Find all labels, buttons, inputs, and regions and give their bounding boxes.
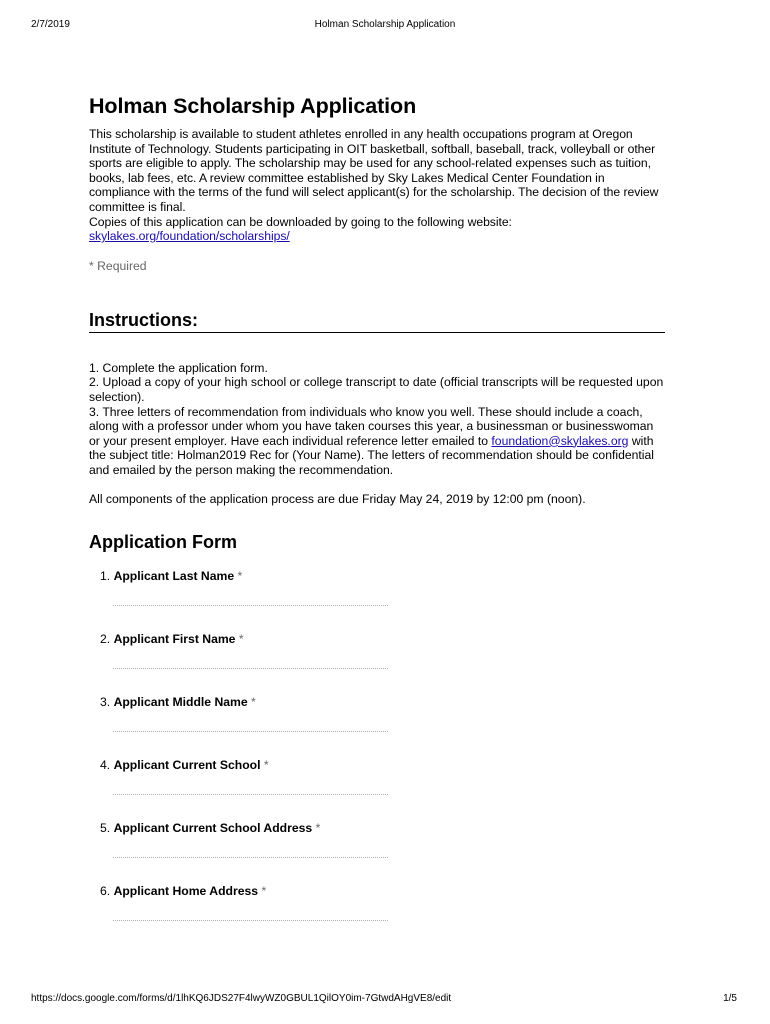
- middle-name-input[interactable]: [113, 731, 388, 732]
- instruction-1: 1. Complete the application form.: [89, 360, 268, 375]
- question-current-school: [89, 758, 665, 795]
- question-number: 2.: [100, 632, 111, 647]
- home-address-input[interactable]: [113, 920, 388, 921]
- form-title: Holman Scholarship Application: [89, 94, 417, 118]
- question-home-address: [89, 884, 665, 921]
- instruction-3-text-end: with the subject title: Holman2019 Rec for (Your Name). The letters of recommendation should be confidential and emailed by the person making the recommendation.: [89, 433, 654, 477]
- required-asterisk: *: [238, 632, 244, 647]
- question-school-address: [89, 821, 665, 858]
- first-name-input[interactable]: [113, 668, 388, 669]
- form-description: This scholarship is available to student athletes enrolled in any health occupations program at Oregon Institute of Technology. Students participating in OIT basketball, softball, baseball, track, volleyball or other sports are eligible to apply. The scholarship may be used for any school-related expenses such as tuition, books, lab fees, etc. A review committee established by Sky Lakes Medical Center Foundation in compliance with the terms of the fund will select applicant(s) for the scholarship. The decision of the review committee is final.: [89, 127, 659, 214]
- required-asterisk: *: [261, 884, 267, 899]
- instructions-heading: Instructions:: [89, 310, 665, 333]
- question-label: Applicant Last Name: [113, 569, 235, 584]
- application-form-heading: Application Form: [89, 532, 237, 553]
- question-middle-name: [89, 695, 665, 732]
- question-label: Applicant Current School Address: [113, 821, 313, 836]
- last-name-input[interactable]: [113, 605, 388, 606]
- due-date-text: All components of the application process are due Friday May 24, 2019 by 12:00 pm (noon).: [89, 491, 586, 506]
- form-content: [89, 94, 665, 921]
- required-asterisk: *: [315, 821, 321, 836]
- question-label: Applicant Home Address: [113, 884, 259, 899]
- application-form-section: [89, 532, 665, 921]
- scholarships-link[interactable]: skylakes.org/foundation/scholarships/: [89, 229, 290, 244]
- instruction-3: [89, 405, 665, 478]
- current-school-input[interactable]: [113, 794, 388, 795]
- instruction-3-text: 3. Three letters of recommendation from individuals who know you well. These should include a coach, along with a professor under whom you have taken courses this year, a businessman or businesswoman or your present employer. Have each individual reference letter emailed to: [89, 404, 654, 448]
- question-label: Applicant Current School: [113, 758, 261, 773]
- print-page-number: 1/5: [723, 993, 737, 1004]
- question-number: 5.: [100, 821, 111, 836]
- instruction-2: 2. Upload a copy of your high school or college transcript to date (official transcripts will be requested upon selection).: [89, 375, 664, 404]
- question-number: 1.: [100, 569, 111, 584]
- print-header-title: Holman Scholarship Application: [314, 19, 456, 30]
- school-address-input[interactable]: [113, 857, 388, 858]
- required-asterisk: *: [237, 569, 243, 584]
- question-label: Applicant Middle Name: [113, 695, 248, 710]
- required-note: * Required: [89, 258, 147, 273]
- instructions-section: [89, 310, 665, 506]
- question-last-name: [89, 569, 665, 606]
- question-list: [89, 569, 665, 921]
- print-date: 2/7/2019: [31, 19, 70, 30]
- question-number: 3.: [100, 695, 111, 710]
- question-number: 4.: [100, 758, 111, 773]
- foundation-email-link[interactable]: foundation@skylakes.org: [491, 433, 629, 448]
- print-footer-url: https://docs.google.com/forms/d/1lhKQ6JDS27F4lwyWZ0GBUL1QilOY0im-7GtwdAHgVE8/edit: [31, 993, 452, 1004]
- question-number: 6.: [100, 884, 111, 899]
- question-first-name: [89, 632, 665, 669]
- required-asterisk: *: [263, 758, 269, 773]
- required-asterisk: *: [251, 695, 256, 710]
- question-label: Applicant First Name: [113, 632, 236, 647]
- copies-text: Copies of this application can be downloaded by going to the following website:: [89, 214, 512, 229]
